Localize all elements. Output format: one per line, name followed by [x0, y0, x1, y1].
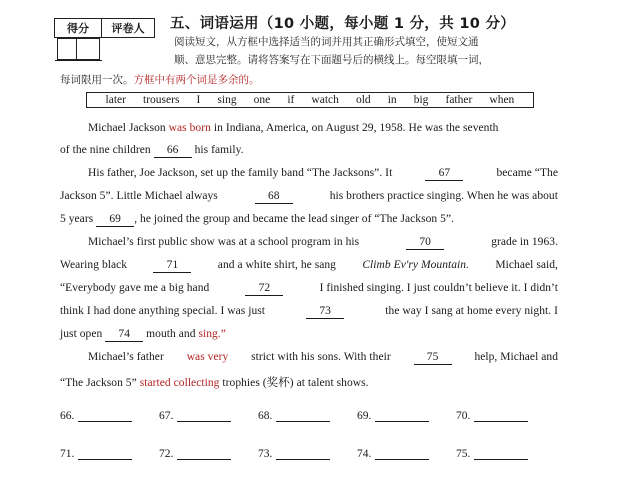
text: help, Michael and — [474, 351, 558, 363]
passage-line-1 — [88, 122, 499, 134]
instructions-line-3b: 方框中有两个词是多余的。 — [133, 74, 260, 86]
answer-line-74[interactable] — [375, 449, 429, 460]
instructions-line-2: 顺、意思完整。请将答案写在下面题号后的横线上。每空限填一词， — [174, 54, 489, 66]
answer-number: 74. — [357, 448, 372, 460]
text-highlight: sing.” — [198, 328, 226, 340]
text-highlight: was born — [168, 122, 211, 134]
answer-number: 69. — [357, 410, 372, 422]
text: and a white shirt, he sang — [217, 259, 336, 271]
blank-67[interactable]: 67 — [425, 167, 463, 181]
word-box — [86, 92, 534, 108]
blank-69[interactable]: 69 — [96, 213, 134, 227]
text: Michael said, — [495, 259, 558, 271]
text: strict with his sons. With their — [251, 351, 391, 363]
passage-line-11 — [88, 351, 558, 365]
text: “Everybody gave me a big hand — [60, 282, 210, 294]
word-option: watch — [311, 94, 339, 106]
answer-67 — [159, 410, 258, 422]
answer-71 — [60, 448, 159, 460]
song-title: Climb Ev'ry Mountain. — [362, 259, 470, 271]
text: mouth and — [146, 328, 196, 340]
text: Michael’s first public show was at a school program in his — [88, 236, 360, 248]
answer-row-2 — [60, 448, 555, 460]
instructions-line-3 — [60, 72, 260, 87]
blank-72[interactable]: 72 — [245, 282, 283, 296]
passage-line-3 — [88, 167, 558, 181]
text: trophies (奖杯) at talent shows. — [222, 377, 369, 389]
text: 5 years — [60, 213, 94, 225]
answer-number: 68. — [258, 410, 273, 422]
text: in Indiana, America, on August 29, 1958. He was the seventh — [213, 122, 499, 134]
answer-72 — [159, 448, 258, 460]
text: became “The — [496, 167, 558, 179]
passage-line-5 — [60, 213, 454, 227]
answer-number: 67. — [159, 410, 174, 422]
blank-71[interactable]: 71 — [153, 259, 191, 273]
word-option: sing — [217, 94, 237, 106]
text: , he joined the group and became the lead singer of “The Jackson 5”. — [134, 213, 455, 225]
answer-line-70[interactable] — [474, 411, 528, 422]
passage-line-6 — [88, 236, 558, 250]
word-option: if — [287, 94, 295, 106]
word-option: one — [253, 94, 271, 106]
passage-line-8 — [60, 282, 558, 296]
text-highlight: was very — [186, 351, 229, 363]
text: His father, Joe Jackson, set up the family band “The Jacksons”. It — [88, 167, 393, 179]
word-option: big — [413, 94, 429, 106]
answer-66 — [60, 410, 159, 422]
answer-number: 72. — [159, 448, 174, 460]
answer-line-69[interactable] — [375, 411, 429, 422]
passage-line-12 — [60, 374, 369, 390]
text: think I had done anything special. I was just — [60, 305, 266, 317]
word-option: when — [489, 94, 515, 106]
answer-73 — [258, 448, 357, 460]
word-option: trousers — [143, 94, 180, 106]
word-option: later — [105, 94, 126, 106]
text: I finished singing. I just couldn’t believe it. I didn’t — [319, 282, 558, 294]
text: his family. — [194, 144, 244, 156]
text: Jackson 5”. Little Michael always — [60, 190, 218, 202]
answer-68 — [258, 410, 357, 422]
grader-header: 评卷人 — [102, 19, 155, 38]
answer-69 — [357, 410, 456, 422]
answer-line-75[interactable] — [474, 449, 528, 460]
answer-75 — [456, 448, 555, 460]
blank-74[interactable]: 74 — [105, 328, 143, 342]
text: “The Jackson 5” — [60, 377, 137, 389]
word-option: old — [355, 94, 371, 106]
grader-cell[interactable] — [77, 39, 99, 60]
text: Michael’s father — [88, 351, 164, 363]
answer-line-73[interactable] — [276, 449, 330, 460]
answer-number: 71. — [60, 448, 75, 460]
section-heading: 五、词语运用（10 小题，每小题 1 分，共 10 分） — [170, 16, 516, 32]
answer-number: 66. — [60, 410, 75, 422]
text: of the nine children — [60, 144, 151, 156]
text: Wearing black — [60, 259, 128, 271]
answer-number: 70. — [456, 410, 471, 422]
passage-line-9 — [60, 305, 558, 319]
answer-line-68[interactable] — [276, 411, 330, 422]
score-table — [54, 18, 155, 61]
text: grade in 1963. — [491, 236, 558, 248]
text: his brothers practice singing. When he was about — [329, 190, 558, 202]
answer-line-66[interactable] — [78, 411, 132, 422]
instructions-line-3a: 每词限用一次。 — [60, 74, 134, 86]
text-highlight: started collecting — [139, 377, 220, 389]
instructions-line-1: 阅读短文，从方框中选择适当的词并用其正确形式填空，使短文通 — [174, 36, 479, 48]
blank-70[interactable]: 70 — [406, 236, 444, 250]
answer-line-71[interactable] — [78, 449, 132, 460]
answer-number: 75. — [456, 448, 471, 460]
passage-line-2 — [60, 144, 244, 158]
blank-66[interactable]: 66 — [154, 144, 192, 158]
passage-line-7 — [60, 259, 558, 273]
blank-68[interactable]: 68 — [255, 190, 293, 204]
blank-75[interactable]: 75 — [414, 351, 452, 365]
passage-line-4 — [60, 190, 558, 204]
answer-74 — [357, 448, 456, 460]
answer-line-67[interactable] — [177, 411, 231, 422]
score-header: 得分 — [55, 19, 102, 38]
word-option: father — [445, 94, 473, 106]
answer-row-1 — [60, 410, 555, 422]
blank-73[interactable]: 73 — [306, 305, 344, 319]
text: Michael Jackson — [88, 122, 166, 134]
answer-number: 73. — [258, 448, 273, 460]
passage-line-10 — [60, 328, 226, 342]
text: the way I sang at home every night. I — [385, 305, 558, 317]
word-option: I — [196, 94, 201, 106]
answer-line-72[interactable] — [177, 449, 231, 460]
score-cell[interactable] — [57, 39, 77, 60]
text: just open — [60, 328, 103, 340]
word-option: in — [387, 94, 397, 106]
answer-70 — [456, 410, 555, 422]
